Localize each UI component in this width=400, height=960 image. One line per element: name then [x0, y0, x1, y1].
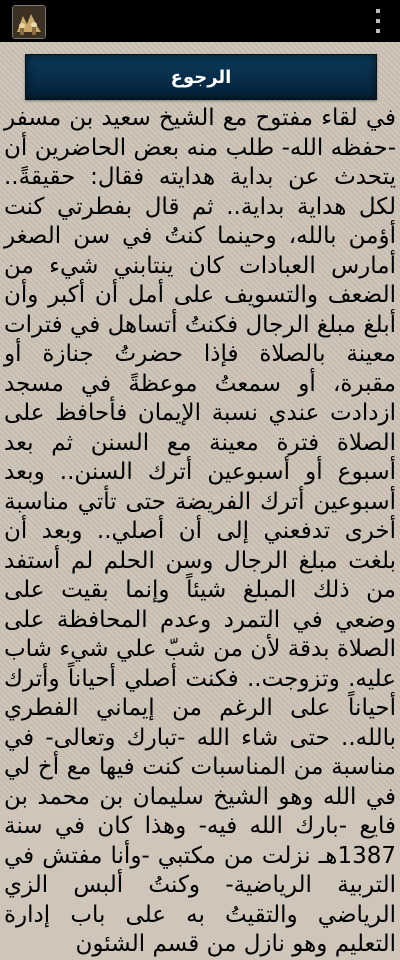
app-logo-icon[interactable] — [12, 5, 46, 39]
overflow-dot — [376, 29, 380, 33]
app-logo-graphic — [13, 6, 45, 38]
back-button-label: الرجوع — [170, 66, 232, 88]
content-area[interactable] — [0, 42, 400, 957]
action-bar — [0, 0, 400, 42]
overflow-dot — [376, 19, 380, 23]
overflow-menu-icon[interactable] — [370, 9, 386, 33]
back-button[interactable] — [25, 54, 377, 100]
article-text: في لقاء مفتوح مع الشيخ سعيد بن مسفر -حفظه الله- طلب منه بعض الحاضرين أن يتحدث عن بداية هدايته فقال: حقيقةً.. لكل هداية بداية.. ثم قال بفطرتي كنت أؤمن بالله، وحينما كنتُ في سن الصغر أمارس العبادات كان ينتابني شيء من الضعف والتسويف على أمل أن أكبر وأن أبلغ مبلغ الرجال فكنتُ أتساهل في فترات معينة بالصلاة فإذا حضرتُ جنازة أو مقبرة، أو سمعتُ موعظةً في مسجد ازدادت عندي نسبة الإيمان فأحافظ على الصلاة فترة معينة مع السنن ثم بعد أسبوع أو أسبوعين أترك السنن.. وبعد أسبوعين أترك الفريضة حتى تأتي مناسبة أخرى تدفعني إلى أن أصلي.. وبعد أن بلغت مبلغ الرجال وسن الحلم لم أستفد من ذلك المبلغ شيئاً وإنما بقيت على وضعي في التمرد وعدم المحافظة على الصلاة بدقة لأن من شبّ علي شيء شاب عليه. وتزوجت.. فكنت أصلي أحياناً وأترك أحياناً على الرغم من إيماني الفطري بالله.. حتى شاء الله -تبارك وتعالى- في مناسبة من المناسبات كنت فيها مع أخ لي في الله وهو الشيخ سليمان بن محمد بن فايع -بارك الله فيه- وهذا كان في سنة 1387هـ نزلت من مكتبي -وأنا مفتش في التربية الرياضية- وكنتُ ألبس الزي الرياضي والتقيتُ به على باب إدارة التعليم وهو نازل من قسم الشئون — [4, 105, 396, 957]
overflow-dot — [376, 9, 380, 13]
